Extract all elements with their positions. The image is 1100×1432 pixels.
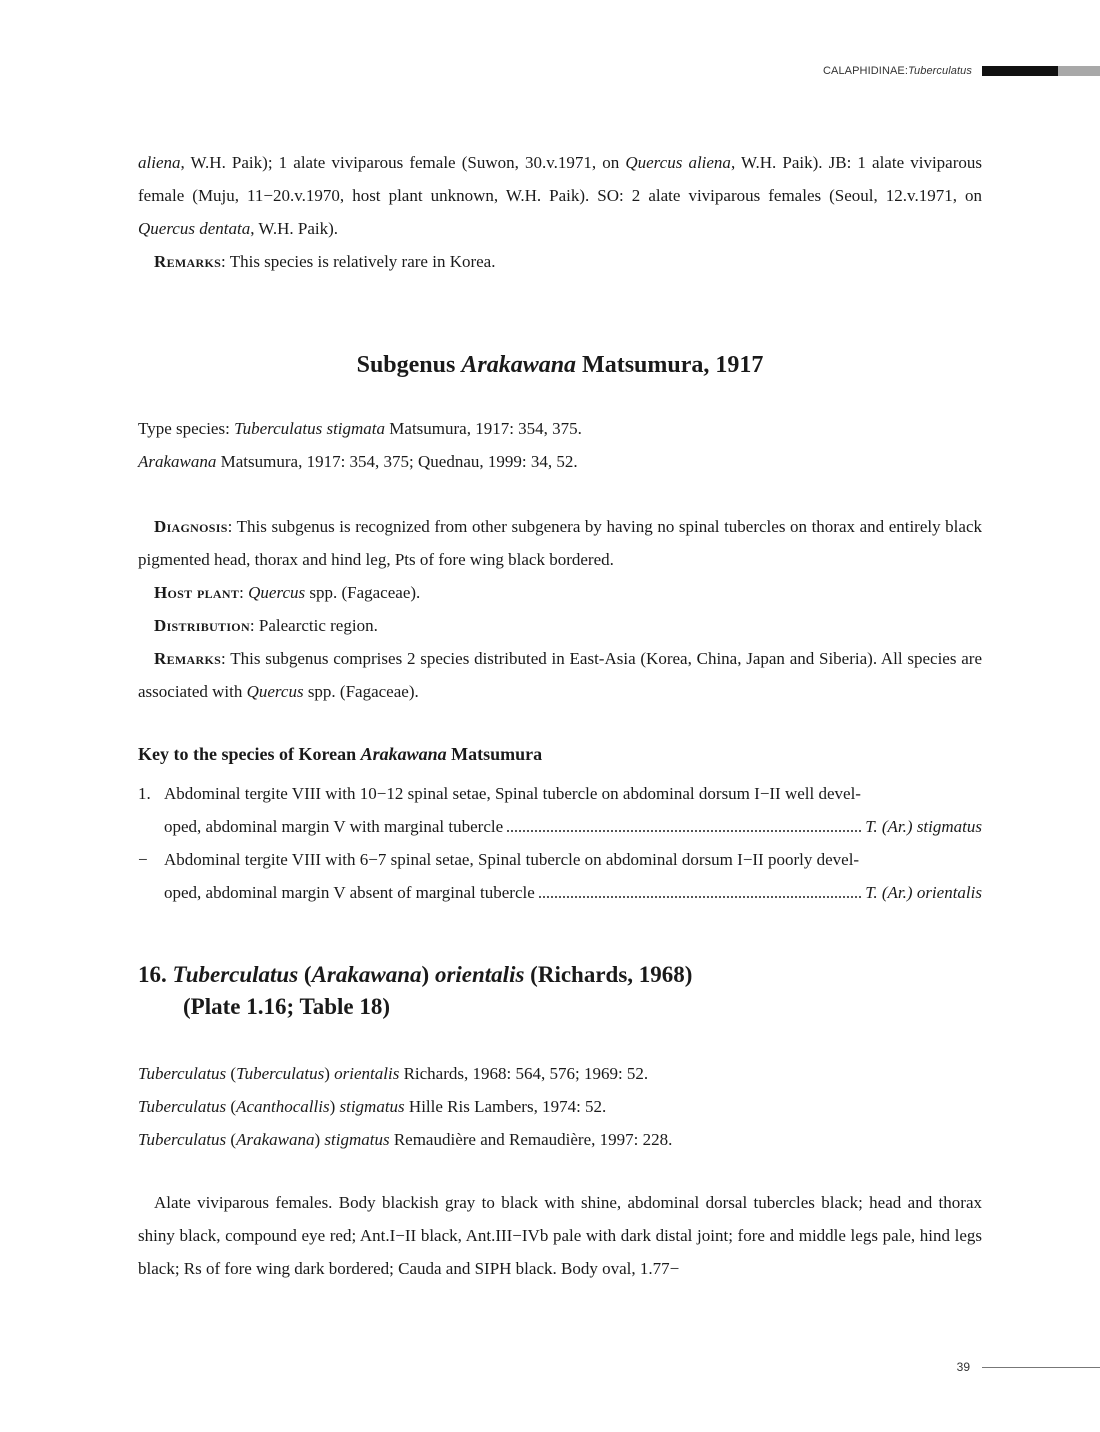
remarks-label: Remarks	[154, 252, 222, 271]
page-body	[138, 146, 982, 1285]
host-plant-paragraph	[138, 576, 982, 609]
host-plant-text: : Quercus spp. (Fagaceae).	[239, 583, 421, 602]
intro-paragraph: aliena, W.H. Paik); 1 alate viviparous female (Suwon, 30.v.1971, on Quercus aliena, W.H. Paik). JB: 1 alate viviparous female (Muju, 11−20.v.1970, host plant unknown, W.H. Paik). SO: 2 alate viviparous females (Seoul, 12.v.1971, on Quercus dentata, W.H. Paik).	[138, 153, 982, 238]
host-plant-label: Host plant	[154, 583, 240, 602]
species-heading	[138, 959, 982, 1023]
species-synonym-3: Tuberculatus (Arakawana) stigmatus Remaudière and Remaudière, 1997: 228.	[138, 1130, 673, 1149]
key-entry-2	[138, 843, 982, 909]
key-line2-text: oped, abdominal margin V with marginal tubercle	[164, 817, 504, 836]
subgenus-title: Subgenus Arakawana Matsumura, 1917	[356, 352, 764, 378]
key-line2	[164, 876, 982, 909]
page-number-text: 39	[956, 1360, 970, 1374]
type-species-line: Type species: Tuberculatus stigmata Matsumura, 1917: 354, 375.	[138, 419, 582, 438]
key-entry-1	[138, 777, 982, 843]
species-synonym-2: Tuberculatus (Acanthocallis) stigmatus Hille Ris Lambers, 1974: 52.	[138, 1097, 607, 1116]
key-line1: Abdominal tergite VIII with 10−12 spinal setae, Spinal tubercle on abdominal dorsum I−II well devel-	[164, 784, 861, 803]
key-line1: Abdominal tergite VIII with 6−7 spinal setae, Spinal tubercle on abdominal dorsum I−II poorly devel-	[164, 850, 860, 869]
species-name: Tuberculatus (Arakawana) orientalis (Richards, 1968)	[172, 962, 693, 987]
subgenus-remarks-text: : This subgenus comprises 2 species distributed in East-Asia (Korea, China, Japan and Siberia). All species are associated with Quercus spp. (Fagaceae).	[138, 649, 982, 701]
page-number	[957, 1360, 1100, 1374]
remarks-text: : This species is relatively rare in Korea.	[221, 252, 496, 271]
dot-leader	[539, 895, 861, 898]
header-section: CALAPHIDINAE:	[822, 65, 909, 77]
diagnosis-text: : This subgenus is recognized from other subgenera by having no spinal tubercles on thorax and entirely black pigmented head, thorax and hind leg, Pts of fore wing black bordered.	[138, 517, 982, 569]
key-marker: −	[138, 850, 148, 869]
header-bar-light	[1058, 66, 1100, 76]
subgenus-remarks-paragraph	[138, 642, 982, 708]
key-marker: 1.	[138, 784, 151, 803]
dot-leader	[507, 829, 861, 832]
key-title: Key to the species of Korean Arakawana Matsumura	[138, 744, 543, 764]
distribution-text: : Palearctic region.	[249, 616, 378, 635]
diagnosis-label: Diagnosis	[154, 517, 228, 536]
species-description: Alate viviparous females. Body blackish gray to black with shine, abdominal dorsal tubercles black; head and thorax shiny black, compound eye red; Ant.I−II black, Ant.III−IVb pale with dark distal joint; fore and middle legs pale, hind legs black; Rs of fore wing dark bordered; Cauda and SIPH black. Body oval, 1.77−	[138, 1193, 982, 1278]
running-header	[823, 64, 1100, 78]
key-line2	[164, 810, 982, 843]
species-number: 16.	[138, 962, 167, 987]
distribution-label: Distribution	[154, 616, 250, 635]
synonym-line: Arakawana Matsumura, 1917: 354, 375; Quednau, 1999: 34, 52.	[138, 452, 578, 471]
distribution-paragraph	[138, 609, 982, 642]
header-genus: Tuberculatus	[908, 65, 972, 77]
species-plate-ref: (Plate 1.16; Table 18)	[183, 994, 390, 1019]
key-line2-text: oped, abdominal margin V absent of marginal tubercle	[164, 883, 535, 902]
diagnosis-paragraph	[138, 510, 982, 576]
header-bar-dark	[982, 66, 1058, 76]
subgenus-remarks-label: Remarks	[154, 649, 222, 668]
species-synonym-1: Tuberculatus (Tuberculatus) orientalis Richards, 1968: 564, 576; 1969: 52.	[138, 1064, 649, 1083]
intro-remarks	[138, 245, 982, 278]
key-result: T. (Ar.) stigmatus	[865, 817, 982, 836]
footer-rule	[982, 1367, 1100, 1368]
key-result: T. (Ar.) orientalis	[865, 883, 982, 902]
